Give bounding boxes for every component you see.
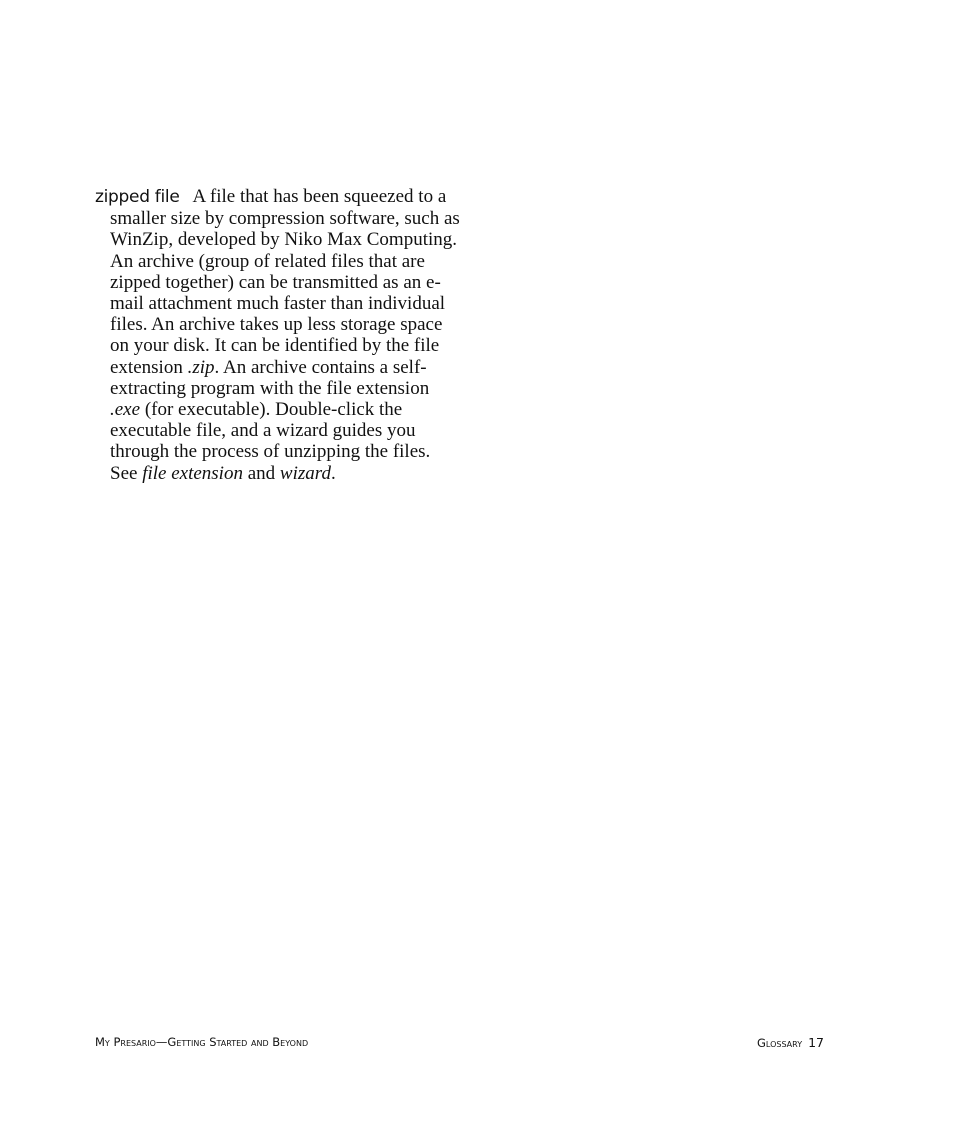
cross-ref-file-extension: file extension xyxy=(142,462,243,484)
footer-section xyxy=(757,1035,824,1050)
footer-section-label: Glossary xyxy=(757,1036,803,1050)
page-number: 17 xyxy=(808,1035,824,1050)
footer-book-title: My Presario—Getting Started and Beyond xyxy=(95,1035,309,1049)
definition-ext-exe: .exe xyxy=(110,399,141,421)
definition-text-1: A file that has been squeezed to a smaller size by compression software, such as WinZip, developed by Niko Max Computing. An archive (group of related files that are zipped together) can be transmitted as an e-mail attachment much faster than individual files. An archive takes up less storage space on your disk. It can be identified by the file extension xyxy=(110,186,460,378)
definition-text-4: and xyxy=(242,462,280,484)
definition-text-5: . xyxy=(330,462,336,484)
definition-text-2: . An archive contains a self-extracting program with the file extension xyxy=(110,356,430,399)
definition-text-3: (for executable). Double-click the executable file, and a wizard guides you through the process of unzipping the files. See xyxy=(110,399,431,484)
glossary-entry-zipped-file xyxy=(95,186,462,484)
cross-ref-wizard: wizard xyxy=(279,462,331,484)
definition-ext-zip: .zip xyxy=(187,356,215,378)
glossary-term: zipped file xyxy=(95,187,180,207)
